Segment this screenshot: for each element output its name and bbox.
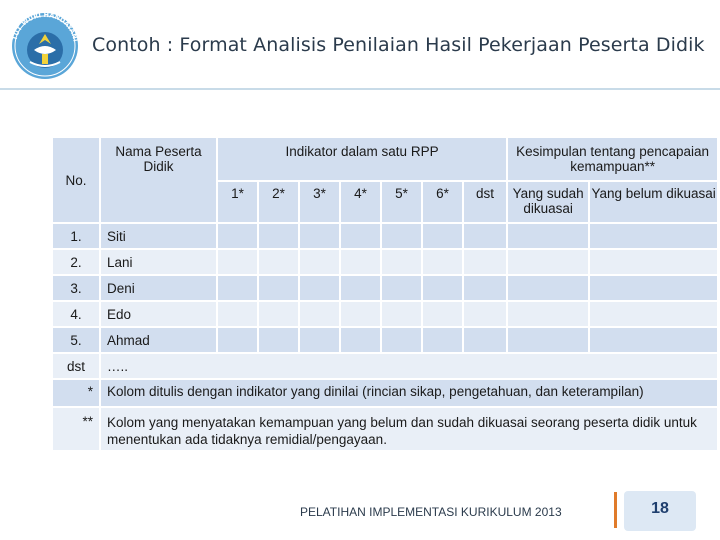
table-row (52, 275, 718, 301)
indikator-5: 5* (381, 181, 422, 223)
indikator-2: 2* (258, 181, 299, 223)
tut-wuri-handayani-logo-icon (6, 10, 84, 80)
note-text: Kolom yang menyatakan kemampuan yang belum dan sudah dikuasai seorang peserta didik untuk menentukan ada tidaknya remidial/pengayaan. (100, 407, 718, 451)
row-no: 1. (52, 223, 100, 249)
table-row (52, 353, 718, 379)
footer-text: PELATIHAN IMPLEMENTASI KURIKULUM 2013 (300, 505, 562, 519)
footer-divider (614, 492, 617, 528)
header-kesimpulan: Kesimpulan tentang pencapaian kemampuan** (507, 137, 718, 181)
indikator-6: 6* (422, 181, 463, 223)
note-row (52, 379, 718, 407)
header-divider (0, 88, 720, 90)
indikator-4: 4* (340, 181, 381, 223)
row-nama: Ahmad (100, 327, 217, 353)
row-no: 4. (52, 301, 100, 327)
note-row (52, 407, 718, 451)
row-no: 5. (52, 327, 100, 353)
row-no: 2. (52, 249, 100, 275)
note-text: Kolom ditulis dengan indikator yang dinilai (rincian sikap, pengetahuan, dan keterampilan) (100, 379, 718, 407)
row-nama: Lani (100, 249, 217, 275)
table-row (52, 223, 718, 249)
kesimpulan-sudah: Yang sudah dikuasai (507, 181, 589, 223)
indikator-1: 1* (217, 181, 258, 223)
note-mark: ** (52, 407, 100, 451)
indikator-dst: dst (463, 181, 507, 223)
row-no: 3. (52, 275, 100, 301)
table-row (52, 249, 718, 275)
indikator-3: 3* (299, 181, 340, 223)
row-nama: Deni (100, 275, 217, 301)
row-nama: ….. (100, 353, 718, 379)
header-nama: Nama Peserta Didik (100, 137, 217, 223)
kesimpulan-belum: Yang belum dikuasai (589, 181, 718, 223)
header-indikator: Indikator dalam satu RPP (217, 137, 507, 181)
logo-text: TUT WURI HANDAYANI (10, 10, 80, 43)
analysis-table (51, 136, 717, 452)
page-title: Contoh : Format Analisis Penilaian Hasil Pekerjaan Peserta Didik (92, 34, 705, 56)
note-mark: * (52, 379, 100, 407)
header-no: No. (52, 137, 100, 223)
table-row (52, 301, 718, 327)
page-number: 18 (651, 500, 669, 517)
row-nama: Edo (100, 301, 217, 327)
table-row (52, 327, 718, 353)
row-nama: Siti (100, 223, 217, 249)
row-no: dst (52, 353, 100, 379)
